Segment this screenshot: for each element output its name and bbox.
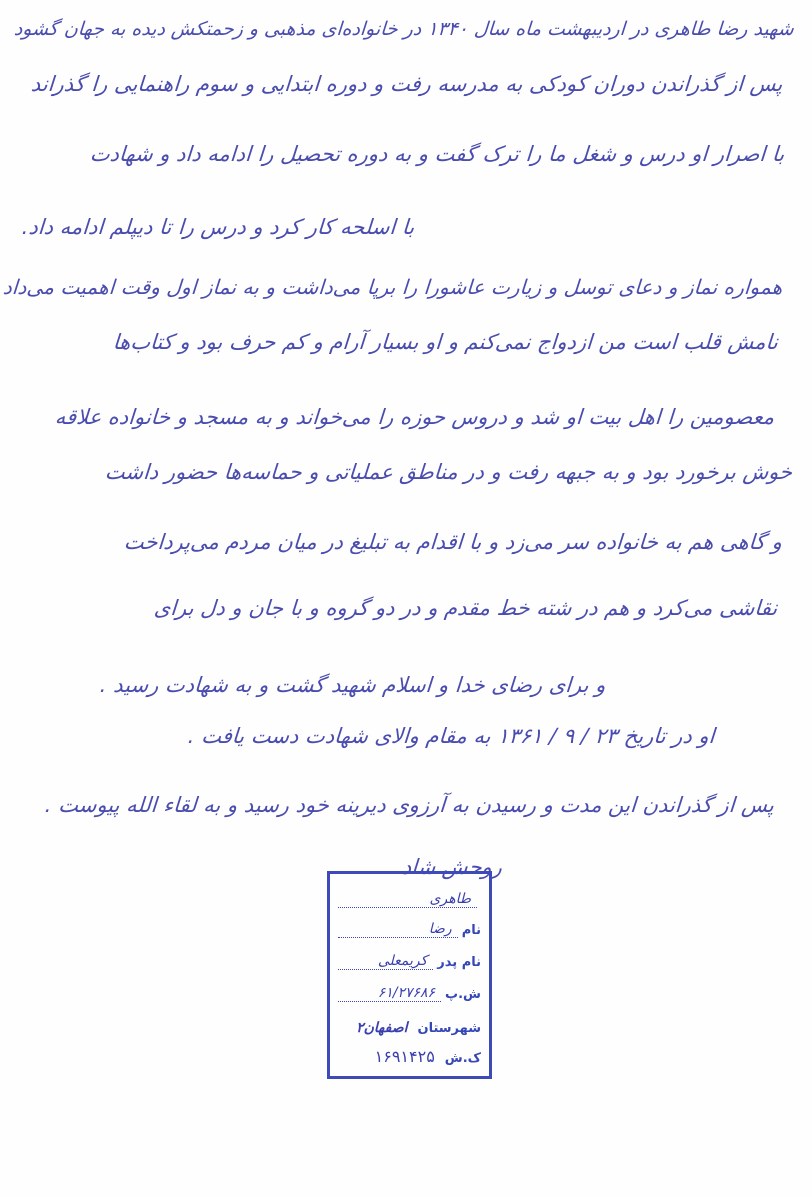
- handwritten-line-11: و برای رضای خدا و اسلام شهید گشت و به شهادت رسید .: [98, 673, 606, 697]
- handwritten-line-9: و گاهی هم به خانواده سر می‌زد و با اقدام به تبلیغ در میان مردم می‌پرداخت: [123, 530, 783, 554]
- stamp-city-label: شهرستان: [417, 1021, 481, 1036]
- handwritten-line-6: نامش قلب است من ازدواج نمی‌کنم و او بسیار آرام و کم حرف بود و کتاب‌ها: [112, 330, 779, 354]
- stamp-name-label: نام: [461, 923, 481, 938]
- stamp-id-label: ش.پ: [445, 987, 481, 1002]
- handwritten-closing: روحش شاد: [401, 855, 503, 879]
- handwritten-line-7: معصومین را اهل بیت او شد و دروس حوزه را می‌خواند و به مسجد و خانواده علاقه: [53, 405, 775, 429]
- handwritten-line-8: خوش برخورد بود و به جبهه رفت و در مناطق عملیاتی و حماسه‌ها حضور داشت: [104, 460, 793, 484]
- handwritten-line-13: پس از گذراندن این مدت و رسیدن به آرزوی دیرینه خود رسید و به لقاء الله پیوست .: [44, 793, 775, 817]
- handwritten-line-1: شهید رضا طاهری در اردیبهشت ماه سال ۱۳۴۰ در خانواده‌ای مذهبی و زحمتکش دیده به جهان گشود: [13, 18, 795, 40]
- stamp-city-value: اصفهان۲: [356, 1020, 408, 1036]
- stamp-father-value: کریمعلی: [338, 953, 433, 970]
- stamp-code-value: ۱۶۹۱۴۲۵: [374, 1047, 435, 1066]
- handwritten-line-4: با اسلحه کار کرد و درس را تا دیپلم ادامه داد.: [20, 215, 415, 239]
- handwritten-line-10: نقاشی می‌کرد و هم در شته خط مقدم و در دو گروه و با جان و دل برای: [152, 596, 778, 620]
- stamp-row-city: [338, 1006, 481, 1036]
- stamp-surname-value: طاهری: [338, 891, 477, 908]
- identity-stamp: [327, 871, 492, 1079]
- handwritten-line-2: پس از گذراندن دوران کودکی به مدرسه رفت و دوره ابتدایی و سوم راهنمایی را گذراند: [29, 72, 783, 96]
- stamp-row-id: [338, 972, 481, 1002]
- stamp-father-label: نام پدر: [437, 955, 481, 970]
- stamp-row-name: [338, 908, 481, 938]
- stamp-code-label: ک.ش: [444, 1051, 481, 1066]
- stamp-name-value: رضا: [338, 921, 458, 938]
- stamp-row-code: [338, 1036, 481, 1066]
- stamp-row-surname: [338, 878, 481, 908]
- stamp-id-value: ۶۱/۲۷۶۸۶: [338, 985, 441, 1002]
- stamp-row-father: [338, 940, 481, 970]
- handwritten-line-5: همواره نماز و دعای توسل و زیارت عاشورا را برپا می‌داشت و به نماز اول وقت اهمیت می‌داد: [1, 275, 783, 299]
- handwritten-line-3: با اصرار او درس و شغل ما را ترک گفت و به دوره تحصیل را ادامه داد و شهادت: [88, 142, 785, 166]
- handwritten-line-12: او در تاریخ ۲۳ / ۹ / ۱۳۶۱ به مقام والای شهادت دست یافت .: [187, 724, 716, 748]
